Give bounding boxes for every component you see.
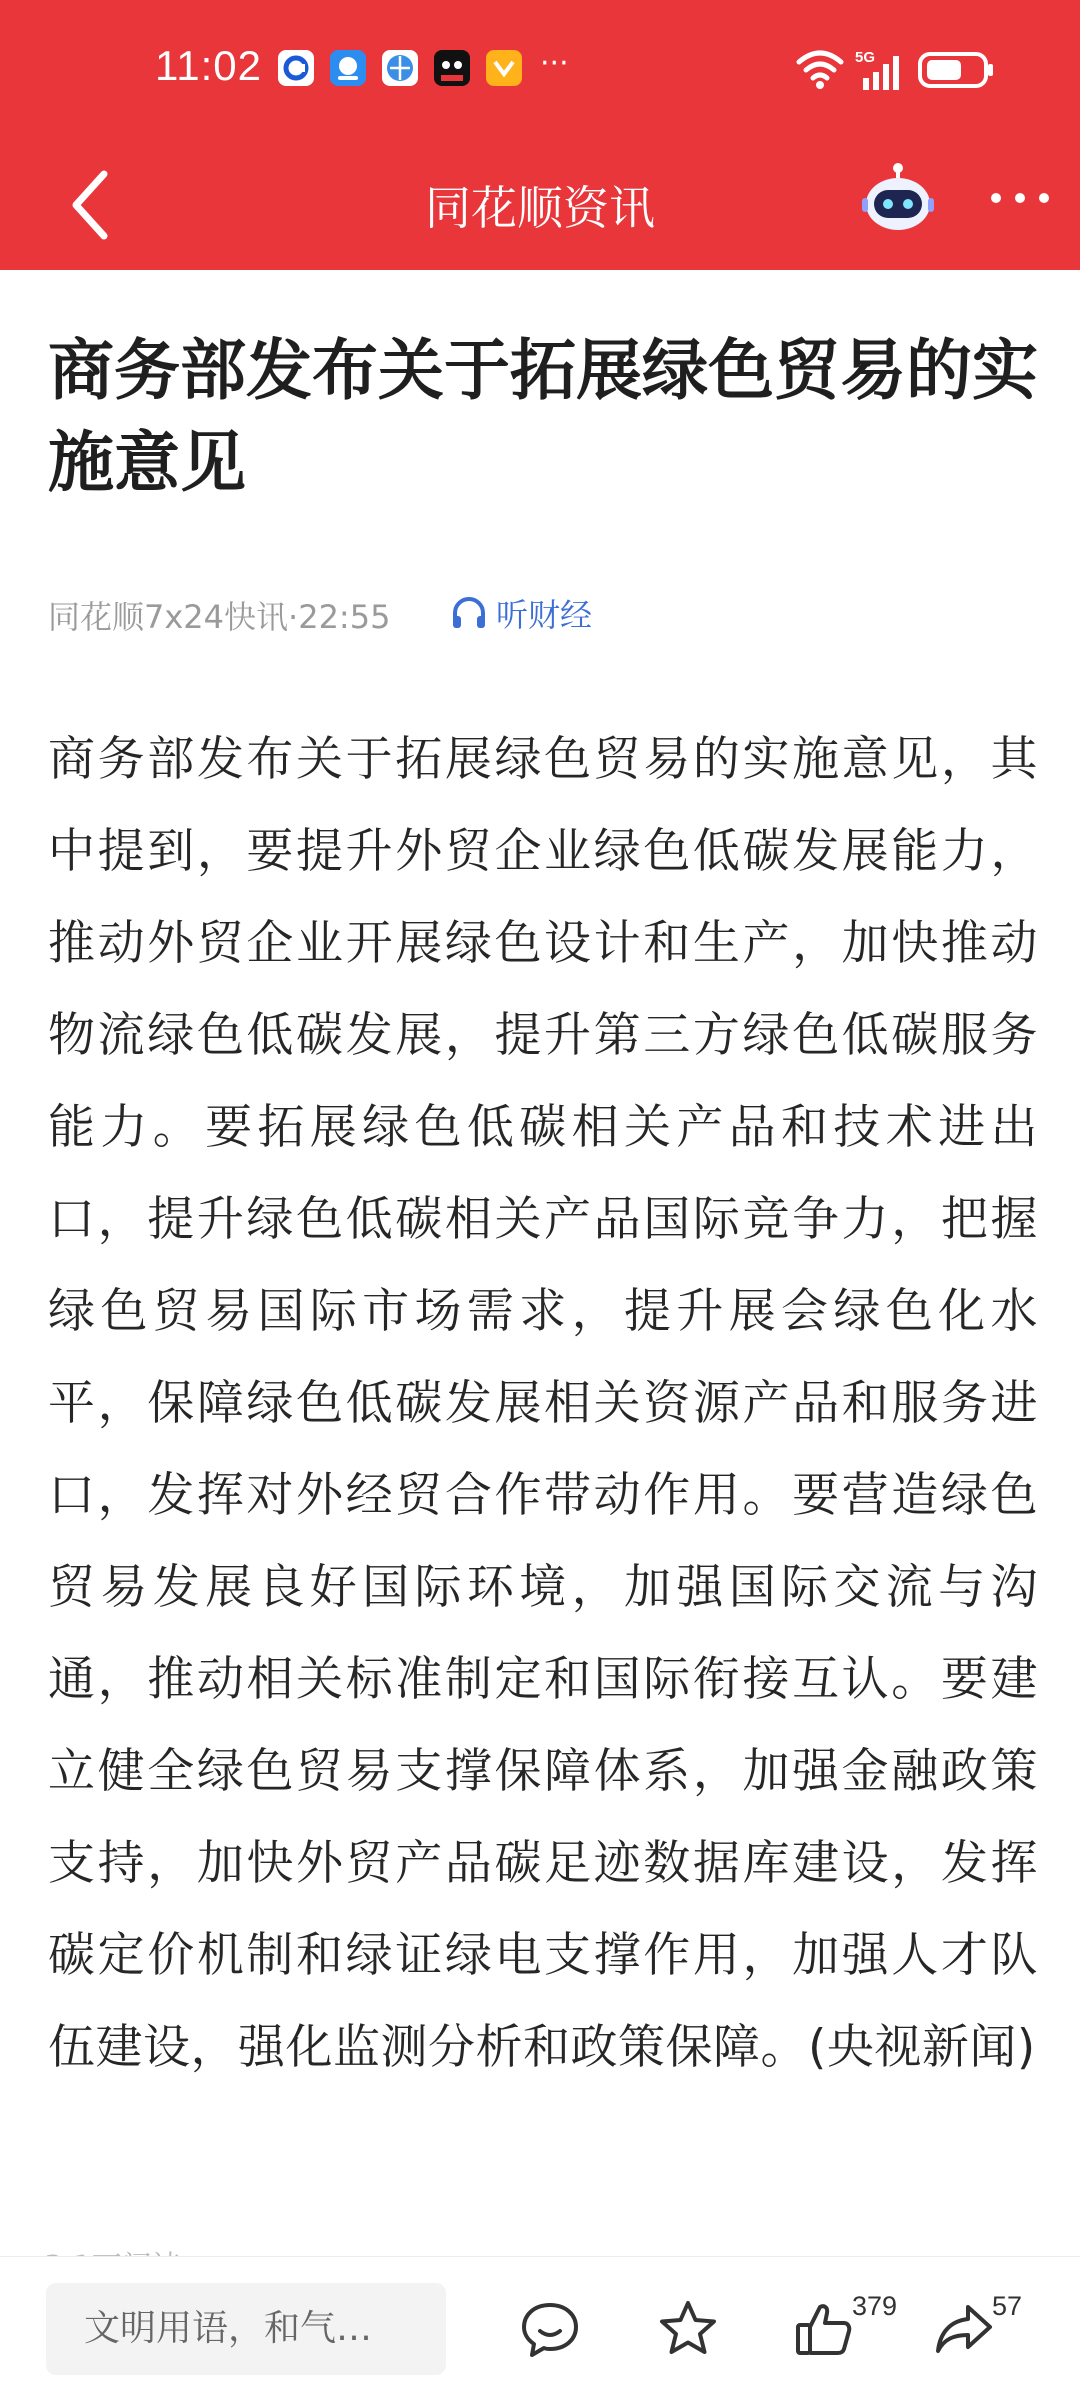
system-status-icons: [795, 48, 1005, 92]
wifi-icon: [795, 48, 845, 92]
article-headline: 商务部发布关于拓展绿色贸易的实施意见: [48, 332, 1038, 501]
star-icon: [656, 2297, 720, 2361]
browser-notification-icon: [382, 50, 418, 86]
like-count: 379: [852, 2291, 898, 2321]
battery-icon: [917, 48, 997, 92]
svg-text:5G: 5G: [855, 49, 876, 66]
more-menu-icon[interactable]: [988, 188, 1052, 208]
thumbs-up-icon: [792, 2297, 856, 2361]
app-notification-icon: [278, 50, 314, 86]
share-count: 57: [992, 2291, 1023, 2321]
comment-icon: [518, 2297, 582, 2361]
bottom-action-bar: [0, 2256, 1080, 2401]
favorite-button[interactable]: [656, 2297, 720, 2361]
page-title: 同花顺资讯: [425, 181, 655, 235]
app-header: [0, 0, 1080, 270]
share-button[interactable]: [932, 2297, 996, 2361]
comment-input[interactable]: 文明用语，和气…: [46, 2283, 446, 2375]
navigation-bar: [0, 150, 1080, 260]
article-time: 22:55: [298, 598, 391, 636]
shopping-app-notification-icon: [434, 50, 470, 86]
listen-label: 听财经: [496, 596, 593, 634]
more-notifications-icon: ···: [540, 46, 569, 81]
meta-separator: ·: [288, 598, 299, 636]
headphones-icon: [448, 592, 490, 634]
listen-button[interactable]: [448, 590, 592, 636]
signal-icon: [855, 48, 909, 92]
article-body: 商务部发布关于拓展绿色贸易的实施意见，其中提到，要提升外贸企业绿色低碳发展能力，推动外贸企业开展绿色设计和生产，加快推动物流绿色低碳发展，提升第三方绿色低碳服务能力。要拓展绿色低碳相关产品和技术进出口，提升绿色低碳相关产品国际竞争力，把握绿色贸易国际市场需求，提升展会绿色化水平，保障绿色低碳发展相关资源产品和服务进口，发挥对外经贸合作带动作用。要营造绿色贸易发展良好国际环境，加强国际交流与沟通，推动相关标准制定和国际衔接互认。要建立健全绿色贸易支撑保障体系，加强金融政策支持，加快外贸产品碳足迹数据库建设，发挥碳定价机制和绿证绿电支撑作用，加强人才队伍建设，强化监测分析和政策保障。(央视新闻): [48, 732, 1038, 2075]
status-bar: [0, 0, 1080, 140]
coupon-app-notification-icon: [486, 50, 522, 86]
article-source[interactable]: 同花顺7x24快讯: [48, 598, 289, 636]
status-time: 11:02: [155, 42, 262, 89]
share-icon: [932, 2297, 996, 2361]
robot-assistant-icon[interactable]: [860, 160, 936, 236]
comment-button[interactable]: [518, 2297, 582, 2361]
like-button[interactable]: [792, 2297, 856, 2361]
cloud-app-notification-icon: [330, 50, 366, 86]
article-meta: [48, 592, 390, 638]
